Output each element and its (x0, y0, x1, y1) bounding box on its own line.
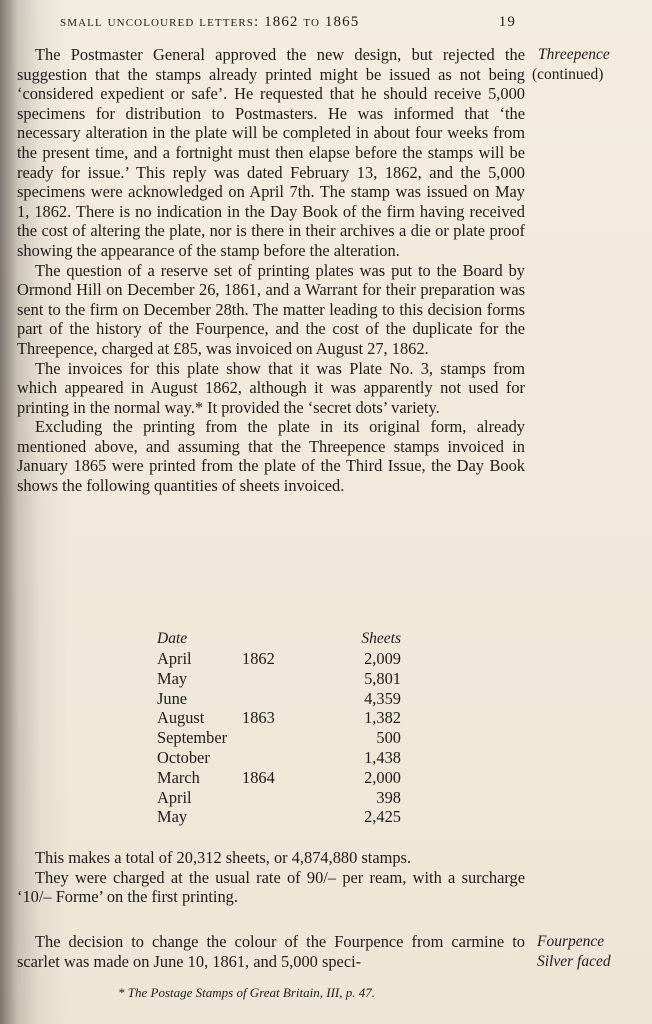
row-year (242, 689, 314, 709)
margin-note-threepence-title: Threepence (538, 46, 610, 63)
table-row (157, 748, 401, 768)
sheets-table (157, 629, 401, 827)
row-month: October (157, 747, 210, 767)
margin-note-threepence (532, 45, 610, 84)
row-sheets: 5,801 (364, 668, 401, 688)
summary-charge: They were charged at the usual rate of 90/– per ream, with a surcharge ‘10/– Forme’ on the first printing. (17, 867, 525, 907)
table-row (157, 669, 401, 689)
row-sheets: 2,000 (364, 767, 401, 787)
row-year (242, 669, 314, 689)
row-year (242, 728, 314, 748)
paragraph-4: Excluding the printing from the plate in its original form, already mentioned above, and assuming that the Threepence stamps invoiced in January 1865 were printed from the plate of the Third Issue, the Day Book shows the following quantities of sheets invoiced. (17, 417, 525, 496)
column-header-sheets: Sheets (361, 630, 401, 647)
row-month: August (157, 708, 205, 728)
row-sheets: 2,425 (364, 807, 401, 827)
row-month: April (157, 649, 192, 668)
row-month: April (157, 787, 192, 807)
summary-text (17, 848, 525, 907)
row-year: 1864 (242, 767, 275, 787)
row-year (242, 788, 314, 808)
row-sheets: 500 (376, 728, 401, 748)
row-sheets: 398 (376, 787, 401, 807)
running-header (60, 14, 516, 31)
summary-total: This makes a total of 20,312 sheets, or 4,874,880 stamps. (35, 848, 412, 867)
chapter-title: small uncoloured letters: 1862 to 1865 (60, 14, 360, 30)
row-year (242, 807, 314, 827)
row-sheets: 1,382 (364, 708, 401, 728)
table-row (157, 689, 401, 709)
table-row (157, 728, 401, 748)
row-year (242, 748, 314, 768)
margin-note-fourpence (537, 932, 611, 971)
table-row (157, 788, 401, 808)
page-number: 19 (498, 14, 516, 30)
table-row (157, 708, 401, 728)
closing-paragraph: The decision to change the colour of the Fourpence from carmine to scarlet was made on June 10, 1861, and 5,000 speci- (17, 932, 525, 971)
paragraph-2: The question of a reserve set of printing plates was put to the Board by Ormond Hill on December 26, 1861, and a Warrant for their preparation was sent to the firm on December 28th. The matter leading to this decision forms part of the history of the Fourpence, and the cost of the duplicate for the Threepence, charged at £85, was invoiced on August 27, 1862. (17, 260, 525, 358)
row-month: September (157, 728, 228, 748)
margin-note-fourpence-title: Fourpence (537, 933, 605, 950)
table-row (157, 768, 401, 788)
row-year: 1863 (242, 708, 275, 728)
margin-note-fourpence-subtitle: Silver faced (537, 952, 611, 970)
row-month: May (157, 807, 188, 827)
row-month: June (157, 688, 188, 708)
row-sheets: 1,438 (364, 747, 401, 767)
paragraph-1: The Postmaster General approved the new design, but rejected the suggestion that the stamps already printed might be issued as not being ‘considered expedient or safe’. He requested that he should receive 5,000 specimens for distribution to Postmasters. He was informed that ‘the necessary alteration in the plate will be completed in about four weeks from the present time, and a fortnight must then elapse before the stamps will be ready for issue.’ This reply was dated February 13, 1862, and the 5,000 specimens were acknowledged on April 7th. The stamp was issued on May 1, 1862. There is no indication in the Day Book of the firm having received the cost of altering the plate, nor is there in their archives a die or plate proof showing the appearance of the stamp before the alteration. (17, 45, 525, 260)
paragraph-3: The invoices for this plate show that it was Plate No. 3, stamps from which appeared in August 1862, although it was apparently not used for printing in the normal way.* It provided the ‘secret dots’ variety. (17, 358, 525, 417)
row-year: 1862 (242, 649, 275, 668)
footnote: * The Postage Stamps of Great Britain, III, p. 47. (118, 985, 375, 1000)
main-text (17, 45, 525, 496)
margin-note-threepence-continued: (continued) (532, 65, 604, 83)
closing-text (17, 932, 525, 971)
column-header-date: Date (157, 630, 188, 647)
table-row (157, 807, 401, 827)
row-sheets: 2,009 (364, 649, 401, 668)
table-row (157, 649, 401, 669)
row-month: May (157, 668, 188, 688)
row-sheets: 4,359 (364, 688, 401, 708)
table-header-row (157, 629, 401, 649)
row-month: March (157, 767, 200, 787)
